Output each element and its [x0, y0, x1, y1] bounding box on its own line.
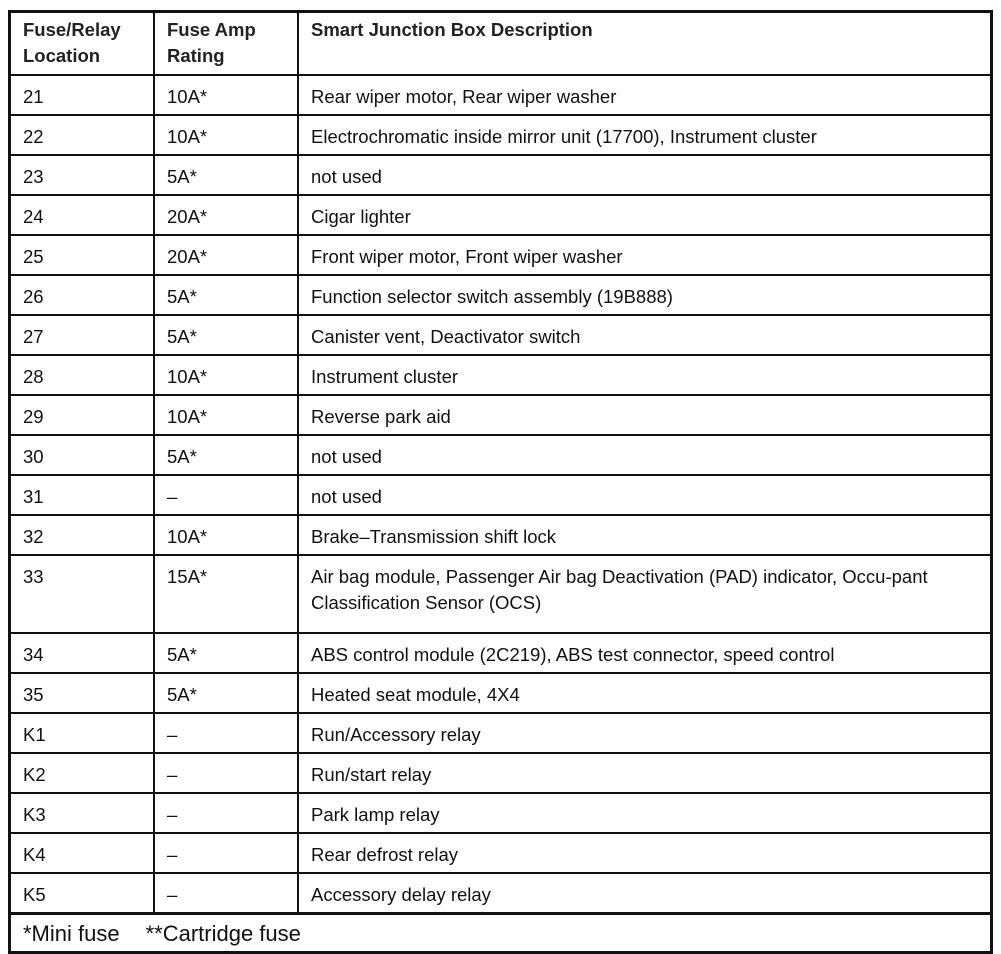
rating-cell: 5A*: [154, 155, 298, 195]
header-row: [10, 12, 992, 76]
description-cell: Brake–Transmission shift lock: [298, 515, 992, 555]
table-row: [10, 155, 992, 195]
location-cell: 32: [10, 515, 155, 555]
table-row: [10, 753, 992, 793]
rating-cell: –: [154, 873, 298, 914]
header-location: Fuse/Relay Location: [10, 12, 155, 76]
table-row: [10, 315, 992, 355]
table-row: [10, 833, 992, 873]
location-cell: 35: [10, 673, 155, 713]
table-row: [10, 275, 992, 315]
location-cell: 28: [10, 355, 155, 395]
description-cell: Reverse park aid: [298, 395, 992, 435]
location-cell: K4: [10, 833, 155, 873]
table-row: [10, 115, 992, 155]
rating-cell: 10A*: [154, 115, 298, 155]
rating-cell: 10A*: [154, 355, 298, 395]
location-cell: 30: [10, 435, 155, 475]
description-cell: not used: [298, 475, 992, 515]
description-cell: Run/Accessory relay: [298, 713, 992, 753]
rating-cell: 10A*: [154, 515, 298, 555]
rating-cell: –: [154, 753, 298, 793]
description-cell: Electrochromatic inside mirror unit (17700), Instrument cluster: [298, 115, 992, 155]
description-cell: Cigar lighter: [298, 195, 992, 235]
rating-cell: –: [154, 793, 298, 833]
description-cell: ABS control module (2C219), ABS test connector, speed control: [298, 633, 992, 673]
location-cell: 23: [10, 155, 155, 195]
location-cell: 22: [10, 115, 155, 155]
description-cell: Instrument cluster: [298, 355, 992, 395]
description-cell: Canister vent, Deactivator switch: [298, 315, 992, 355]
description-cell: Rear defrost relay: [298, 833, 992, 873]
rating-cell: 5A*: [154, 673, 298, 713]
rating-cell: 20A*: [154, 195, 298, 235]
location-cell: 31: [10, 475, 155, 515]
rating-cell: 20A*: [154, 235, 298, 275]
header-description: Smart Junction Box Description: [298, 12, 992, 76]
location-cell: 21: [10, 75, 155, 115]
location-cell: K2: [10, 753, 155, 793]
location-cell: K5: [10, 873, 155, 914]
legend-mini-fuse: *Mini fuse: [23, 921, 120, 946]
description-cell: Park lamp relay: [298, 793, 992, 833]
fuse-relay-table: [8, 10, 993, 954]
table-row: [10, 435, 992, 475]
description-cell: not used: [298, 155, 992, 195]
table-row: [10, 515, 992, 555]
location-cell: 34: [10, 633, 155, 673]
location-cell: K3: [10, 793, 155, 833]
description-cell: Run/start relay: [298, 753, 992, 793]
table-row: [10, 713, 992, 753]
rating-cell: 15A*: [154, 555, 298, 633]
location-cell: 25: [10, 235, 155, 275]
table-row: [10, 555, 992, 633]
table-row: [10, 673, 992, 713]
location-cell: 27: [10, 315, 155, 355]
table-row: [10, 633, 992, 673]
location-cell: 33: [10, 555, 155, 633]
table-row: [10, 395, 992, 435]
rating-cell: 5A*: [154, 275, 298, 315]
legend: [10, 914, 992, 953]
rating-cell: 10A*: [154, 75, 298, 115]
table-row: [10, 195, 992, 235]
rating-cell: –: [154, 833, 298, 873]
description-cell: Heated seat module, 4X4: [298, 673, 992, 713]
description-cell: Rear wiper motor, Rear wiper washer: [298, 75, 992, 115]
footer-row: [10, 914, 992, 953]
table-row: [10, 475, 992, 515]
rating-cell: 5A*: [154, 633, 298, 673]
description-cell: Air bag module, Passenger Air bag Deactivation (PAD) indicator, Occu-pant Classification Sensor (OCS): [298, 555, 992, 633]
rating-cell: –: [154, 713, 298, 753]
location-cell: K1: [10, 713, 155, 753]
table-row: [10, 873, 992, 914]
table-row: [10, 355, 992, 395]
rating-cell: 10A*: [154, 395, 298, 435]
rating-cell: –: [154, 475, 298, 515]
legend-cartridge-fuse: **Cartridge fuse: [145, 921, 301, 946]
location-cell: 29: [10, 395, 155, 435]
description-cell: Function selector switch assembly (19B888): [298, 275, 992, 315]
table-row: [10, 75, 992, 115]
table-row: [10, 235, 992, 275]
header-rating: Fuse Amp Rating: [154, 12, 298, 76]
description-cell: Accessory delay relay: [298, 873, 992, 914]
location-cell: 24: [10, 195, 155, 235]
description-cell: Front wiper motor, Front wiper washer: [298, 235, 992, 275]
rating-cell: 5A*: [154, 315, 298, 355]
location-cell: 26: [10, 275, 155, 315]
rating-cell: 5A*: [154, 435, 298, 475]
table-row: [10, 793, 992, 833]
description-cell: not used: [298, 435, 992, 475]
